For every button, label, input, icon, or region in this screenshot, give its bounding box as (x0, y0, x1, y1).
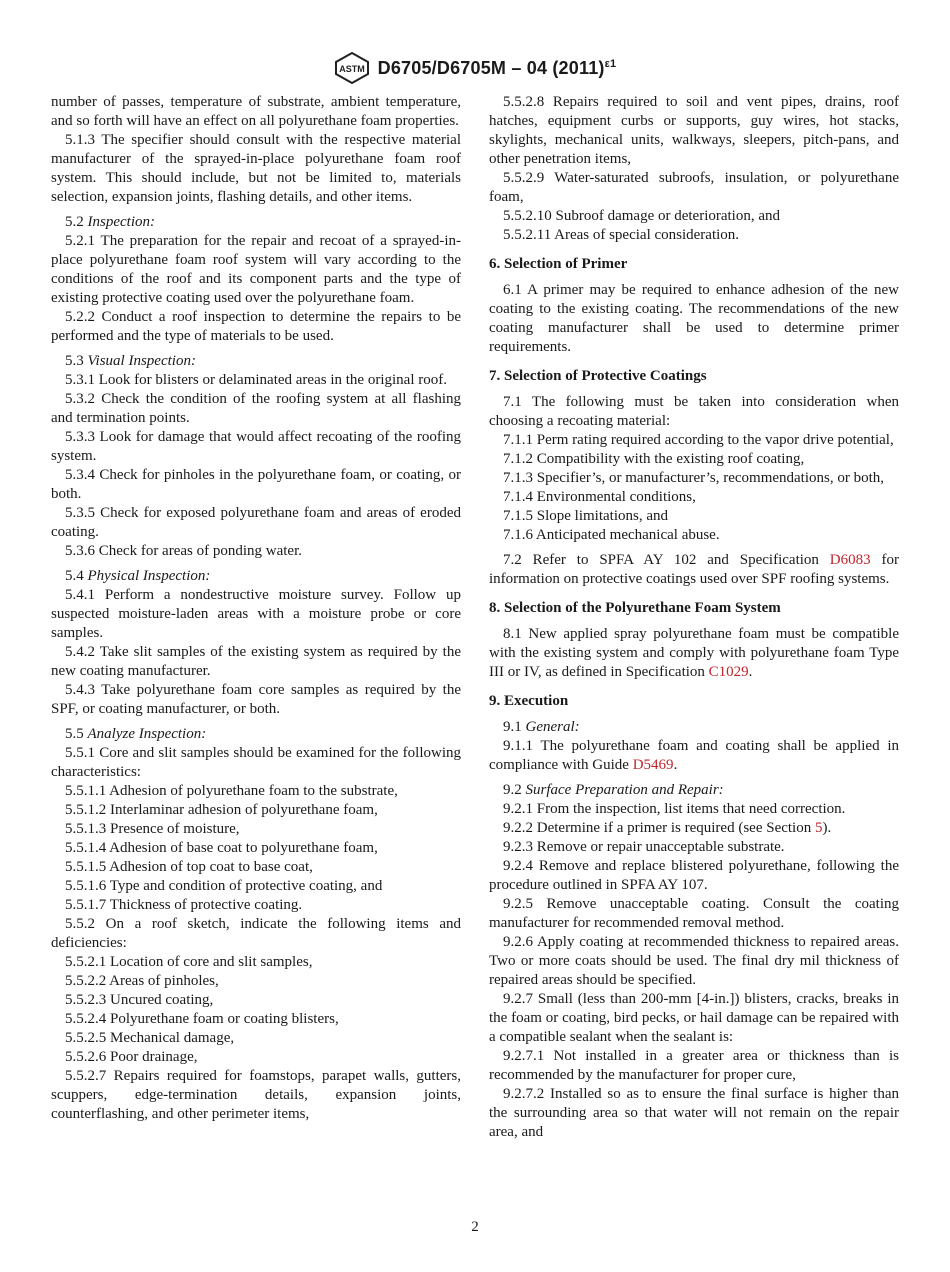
document-designation (378, 58, 617, 79)
paragraph (51, 352, 461, 371)
paragraph (489, 781, 899, 800)
page-number: 2 (471, 1219, 479, 1235)
text-run: 6.1 A primer may be required to enhance adhesion of the new coating to the existing coating. The recommendations of the new coating manufacturer shall be used to determine primer requirements. (489, 282, 899, 355)
paragraph (489, 93, 899, 169)
paragraph (51, 1048, 461, 1067)
text-run: 9.2.6 Apply coating at recommended thickness to repaired areas. Two or more coats should be used. The final dry mil thickness of repaired areas should be specified. (489, 934, 899, 988)
paragraph (51, 744, 461, 782)
text-run: 9.2.5 Remove unacceptable coating. Consult the coating manufacturer for recommended removal method. (489, 896, 899, 931)
text-run: 5.5.1.5 Adhesion of top coat to base coat, (65, 859, 313, 875)
paragraph (51, 991, 461, 1010)
text-run: 5.5.2.11 Areas of special consideration. (503, 227, 740, 243)
text-run: 9.2.3 Remove or repair unacceptable substrate. (503, 839, 785, 855)
text-run: 5.5.2.10 Subroof damage or deterioration, and (503, 208, 781, 224)
section-heading: 6. Selection of Primer (489, 256, 628, 272)
text-run: 5.2.1 The preparation for the repair and recoat of a sprayed-in-place polyurethane foam roof system will vary according to the conditions of the roof and its component parts and the type of existing protective coating used over the polyurethane foam. (51, 233, 461, 306)
text-run: 7.2 Refer to SPFA AY 102 and Specification (503, 552, 830, 568)
paragraph (489, 226, 899, 245)
paragraph (51, 1010, 461, 1029)
paragraph (51, 782, 461, 801)
text-run: 5.5.2.9 Water-saturated subroofs, insulation, or polyurethane foam, (489, 170, 899, 205)
text-run: 5.5.1.1 Adhesion of polyurethane foam to the substrate, (65, 783, 398, 799)
text-run: 9.1.1 The polyurethane foam and coating shall be applied in compliance with Guide (489, 738, 899, 773)
text-run: 5.5.2 On a roof sketch, indicate the following items and deficiencies: (51, 916, 461, 951)
reference-link[interactable]: D5469 (632, 757, 674, 773)
paragraph (489, 207, 899, 226)
paragraph (51, 131, 461, 207)
paragraph (489, 169, 899, 207)
text-run: 7.1.4 Environmental conditions, (503, 489, 696, 505)
paragraph (51, 953, 461, 972)
text-run: 5.5.1.7 Thickness of protective coating. (65, 897, 303, 913)
paragraph (51, 567, 461, 586)
text-run: 9.2.7 Small (less than 200-mm [4-in.]) blisters, cracks, breaks in the foam or coating, bird pecks, or hail damage can be repaired with a compatible sealant when the sealant is: (489, 991, 899, 1045)
paragraph (51, 820, 461, 839)
paragraph (489, 933, 899, 990)
paragraph (51, 896, 461, 915)
paragraph (51, 1067, 461, 1124)
section-heading: 7. Selection of Protective Coatings (489, 368, 707, 384)
svg-text:ASTM: ASTM (338, 64, 365, 74)
paragraph (51, 858, 461, 877)
text-run: 5.4.3 Take polyurethane foam core samples as required by the SPF, or coating manufacturer, or both. (51, 682, 461, 717)
text-run: 5.1.3 The specifier should consult with the respective material manufacturer of the sprayed-in-place polyurethane foam roof system. This should include, but not be limited to, materials selection, expansion joints, flashing details, and other items. (51, 132, 461, 205)
text-run: 5.5.2.6 Poor drainage, (65, 1049, 198, 1065)
subsection-title: Surface Preparation and Repair: (525, 782, 724, 798)
text-run: 7.1.6 Anticipated mechanical abuse. (503, 527, 720, 543)
section-heading: 9. Execution (489, 693, 569, 709)
text-run: 5.5.2.1 Location of core and slit samples, (65, 954, 313, 970)
subsection-title: Physical Inspection: (87, 568, 211, 584)
paragraph (51, 371, 461, 390)
text-run: 5.5.1.2 Interlaminar adhesion of polyurethane foam, (65, 802, 378, 818)
text-run: 5.4 (65, 568, 88, 584)
paragraph (51, 93, 461, 131)
subsection-title: Analyze Inspection: (87, 726, 207, 742)
text-run: 5.5.2.2 Areas of pinholes, (65, 973, 219, 989)
paragraph (489, 737, 899, 775)
text-run: 5.3.4 Check for pinholes in the polyurethane foam, or coating, or both. (51, 467, 461, 502)
reference-link[interactable]: D6083 (829, 552, 871, 568)
subsection-title: General: (525, 719, 580, 735)
paragraph (51, 972, 461, 991)
paragraph (489, 488, 899, 507)
reference-link[interactable]: 5 (814, 820, 823, 836)
text-run: 5.5.2.7 Repairs required for foamstops, parapet walls, gutters, scuppers, edge-termination details, expansion joints, counterflashing, and other perimeter items, (51, 1068, 461, 1122)
text-run: 5.5.2.3 Uncured coating, (65, 992, 214, 1008)
text-run: 9.2.7.1 Not installed in a greater area or thickness than is recommended by the manufacturer for proper cure, (489, 1048, 899, 1083)
paragraph (489, 469, 899, 488)
paragraph (489, 393, 899, 431)
text-run: 5.3 (65, 353, 88, 369)
text-run: ). (822, 820, 832, 836)
text-run: 7.1.1 Perm rating required according to the vapor drive potential, (503, 432, 894, 448)
text-run: for information on protective coatings used over SPF roofing systems. (489, 552, 899, 587)
text-run: 7.1 The following must be taken into consideration when choosing a recoating material: (489, 394, 899, 429)
paragraph (489, 551, 899, 589)
paragraph (489, 718, 899, 737)
paragraph (51, 877, 461, 896)
paragraph (489, 1047, 899, 1085)
text-run: 7.1.5 Slope limitations, and (503, 508, 668, 524)
text-run: 9.2.2 Determine if a primer is required (see Section (503, 820, 815, 836)
text-run: . (748, 664, 753, 680)
paragraph (51, 801, 461, 820)
paragraph (489, 281, 899, 357)
text-run: 5.5.1.4 Adhesion of base coat to polyurethane foam, (65, 840, 378, 856)
text-run: 7.1.2 Compatibility with the existing roof coating, (503, 451, 805, 467)
paragraph (489, 1085, 899, 1142)
text-run: 5.4.2 Take slit samples of the existing system as required by the new coating manufacturer. (51, 644, 461, 679)
subsection-title: Inspection: (87, 214, 155, 230)
paragraph (51, 725, 461, 744)
paragraph (489, 625, 899, 682)
text-run: 5.5.2.4 Polyurethane foam or coating blisters, (65, 1011, 339, 1027)
paragraph (51, 213, 461, 232)
paragraph (489, 990, 899, 1047)
paragraph (489, 895, 899, 933)
paragraph (489, 838, 899, 857)
text-run: 5.5.1.3 Presence of moisture, (65, 821, 240, 837)
paragraph (489, 819, 899, 838)
text-run: 5.3.3 Look for damage that would affect recoating of the roofing system. (51, 429, 461, 464)
paragraph (51, 504, 461, 542)
paragraph (51, 643, 461, 681)
section-heading: 8. Selection of the Polyurethane Foam System (489, 600, 781, 616)
text-run: 5.3.1 Look for blisters or delaminated areas in the original roof. (65, 372, 447, 388)
text-run: 5.2 (65, 214, 88, 230)
text-run: 5.3.2 Check the condition of the roofing system at all flashing and termination points. (51, 391, 461, 426)
paragraph (51, 466, 461, 504)
subsection-title: Visual Inspection: (87, 353, 196, 369)
text-run: 7.1.3 Specifier’s, or manufacturer’s, recommendations, or both, (503, 470, 885, 486)
paragraph (51, 232, 461, 308)
text-run: . (673, 757, 678, 773)
text-run: 9.2.1 From the inspection, list items that need correction. (503, 801, 846, 817)
paragraph (51, 390, 461, 428)
paragraph (51, 915, 461, 953)
paragraph (51, 586, 461, 643)
text-run: 9.2.4 Remove and replace blistered polyurethane, following the procedure outlined in SPFA AY 107. (489, 858, 899, 893)
astm-logo (334, 52, 370, 84)
text-run: 5.3.6 Check for areas of ponding water. (65, 543, 303, 559)
text-run: 5.5.1.6 Type and condition of protective coating, and (65, 878, 383, 894)
reference-link[interactable]: C1029 (708, 664, 749, 680)
paragraph (51, 681, 461, 719)
paragraph (489, 450, 899, 469)
epsilon-superscript: ε1 (604, 57, 617, 70)
paragraph (489, 507, 899, 526)
paragraph (51, 428, 461, 466)
left-column (51, 93, 461, 1124)
paragraph (489, 431, 899, 450)
page-header (0, 50, 950, 86)
paragraph (51, 839, 461, 858)
text-run: 5.3.5 Check for exposed polyurethane foam and areas of eroded coating. (51, 505, 461, 540)
text-run: 9.2.7.2 Installed so as to ensure the final surface is higher than the surrounding area so that water will not remain on the repair area, and (489, 1086, 899, 1140)
paragraph (51, 542, 461, 561)
text-run: number of passes, temperature of substrate, ambient temperature, and so forth will have an effect on all polyurethane foam properties. (51, 94, 461, 129)
text-run: 9.1 (503, 719, 526, 735)
paragraph (489, 857, 899, 895)
paragraph (51, 1029, 461, 1048)
text-run: 5.5.2.5 Mechanical damage, (65, 1030, 235, 1046)
right-column (489, 93, 899, 1142)
text-run: 5.2.2 Conduct a roof inspection to determine the repairs to be performed and the type of materials to be used. (51, 309, 461, 344)
text-run: 5.4.1 Perform a nondestructive moisture survey. Follow up suspected moisture-laden areas with a moisture probe or core samples. (51, 587, 461, 641)
paragraph (489, 526, 899, 545)
designation-text: D6705/D6705M – 04 (2011) (377, 57, 605, 78)
text-run: 5.5 (65, 726, 88, 742)
text-run: 8.1 New applied spray polyurethane foam must be compatible with the existing system and comply with polyurethane foam Type III or IV, as defined in Specification (489, 626, 899, 680)
text-run: 9.2 (503, 782, 526, 798)
paragraph (489, 800, 899, 819)
text-run: 5.5.2.8 Repairs required to soil and vent pipes, drains, roof hatches, equipment curbs or supports, guy wires, hot stacks, skylights, mechanical units, walkways, sleepers, pitch-pans, and other penetration items, (489, 94, 899, 167)
text-run: 5.5.1 Core and slit samples should be examined for the following characteristics: (51, 745, 461, 780)
paragraph (51, 308, 461, 346)
